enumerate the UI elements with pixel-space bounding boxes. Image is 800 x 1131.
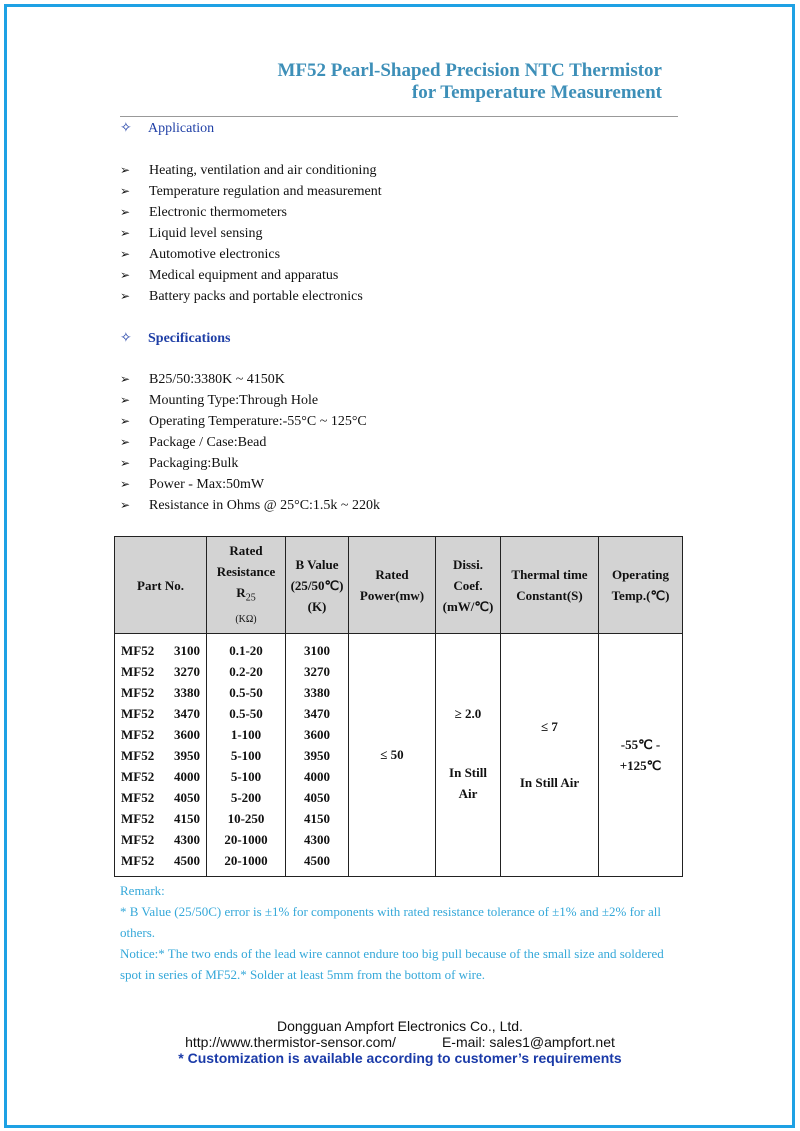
list-item-text: Package / Case:Bead — [149, 435, 267, 450]
title-line-2: for Temperature Measurement — [411, 82, 662, 103]
resistance-value: 5-200 — [230, 789, 262, 805]
specifications-heading: ✧ Specifications — [120, 331, 231, 346]
list-item-text: Mounting Type:Through Hole — [149, 393, 319, 408]
resistance-value: 10-250 — [227, 810, 265, 826]
b-value: 4000 — [304, 768, 330, 784]
list-item-text: Heating, ventilation and air conditioning — [149, 163, 377, 178]
list-item-text: Packaging:Bulk — [149, 456, 239, 471]
header-divider — [120, 116, 678, 117]
resistance-value: 0.2-20 — [229, 663, 263, 679]
dissipation-cell: ≥ 2.0 In Still Air — [436, 634, 501, 877]
arrow-bullet-icon: ➢ — [120, 205, 131, 219]
thermal-time-cell: ≤ 7 In Still Air — [501, 634, 599, 877]
list-item-text: Power - Max:50mW — [149, 477, 265, 492]
remark-label: Remark: — [120, 883, 165, 898]
part-code: 4500 — [174, 852, 200, 868]
list-item — [120, 286, 382, 307]
part-number — [115, 787, 206, 808]
arrow-bullet-icon: ➢ — [120, 268, 131, 282]
resistance-value: 20-1000 — [224, 852, 268, 868]
part-number — [115, 640, 206, 661]
specifications-list — [120, 369, 380, 516]
part-code: 3100 — [174, 642, 200, 658]
application-heading: ✧ Application — [120, 121, 215, 136]
b-value: 4300 — [304, 831, 330, 847]
arrow-bullet-icon: ➢ — [120, 435, 131, 449]
list-item-text: Automotive electronics — [149, 247, 281, 262]
list-item — [120, 160, 382, 181]
part-number — [115, 829, 206, 850]
part-code: 3270 — [174, 663, 200, 679]
remark-notice: Notice:* The two ends of the lead wire cannot endure too big pull because of the small size and soldered spot in series of MF52.* Solder at least 5mm from the bottom of wire. — [120, 946, 664, 982]
part-code: 4000 — [174, 768, 200, 784]
list-item — [120, 181, 382, 202]
resistance-value: 5-100 — [230, 747, 262, 763]
arrow-bullet-icon: ➢ — [120, 393, 131, 407]
part-prefix: MF52 — [121, 663, 155, 679]
list-item — [120, 244, 382, 265]
resistance-value: 5-100 — [230, 768, 262, 784]
arrow-bullet-icon: ➢ — [120, 498, 131, 512]
list-item-text: Liquid level sensing — [149, 226, 263, 241]
contact-line — [0, 1034, 800, 1050]
part-prefix: MF52 — [121, 684, 155, 700]
part-prefix: MF52 — [121, 852, 155, 868]
part-code: 4150 — [174, 810, 200, 826]
list-item-text: Temperature regulation and measurement — [149, 184, 382, 199]
part-prefix: MF52 — [121, 831, 155, 847]
part-prefix: MF52 — [121, 642, 155, 658]
operating-temp-cell: -55℃ - +125℃ — [599, 634, 683, 877]
part-prefix: MF52 — [121, 747, 155, 763]
list-item — [120, 223, 382, 244]
email-link[interactable]: E-mail: sales1@ampfort.net — [441, 1034, 615, 1050]
list-item-text: Electronic thermometers — [149, 205, 287, 220]
header-rated-power: Rated Power(mw) — [349, 537, 436, 634]
list-item — [120, 369, 380, 390]
arrow-bullet-icon: ➢ — [120, 163, 131, 177]
b-value: 4500 — [304, 852, 330, 868]
arrow-bullet-icon: ➢ — [120, 456, 131, 470]
arrow-bullet-icon: ➢ — [120, 247, 131, 261]
arrow-bullet-icon: ➢ — [120, 414, 131, 428]
header-dissipation: Dissi. Coef. (mW/℃) — [436, 537, 501, 634]
part-code: 3600 — [174, 726, 200, 742]
header-rated-resistance: Rated Resistance $R_{25}$ (KΩ) — [207, 537, 286, 634]
customization-note: * Customization is available according to customer’s requirements — [178, 1050, 622, 1066]
list-item — [120, 202, 382, 223]
part-code: 4300 — [174, 831, 200, 847]
list-item-text: Medical equipment and apparatus — [149, 268, 339, 283]
b-value: 3100 — [304, 642, 330, 658]
part-prefix: MF52 — [121, 789, 155, 805]
part-number — [115, 724, 206, 745]
resistance-value: 0.5-50 — [229, 705, 263, 721]
part-prefix: MF52 — [121, 705, 155, 721]
part-code: 3470 — [174, 705, 200, 721]
list-item — [120, 453, 380, 474]
arrow-bullet-icon: ➢ — [120, 226, 131, 240]
resistance-value: 20-1000 — [224, 831, 268, 847]
b-value: 3270 — [304, 663, 330, 679]
list-item-text: Battery packs and portable electronics — [149, 289, 363, 304]
application-list — [120, 160, 382, 307]
arrow-bullet-icon: ➢ — [120, 289, 131, 303]
b-value: 3950 — [304, 747, 330, 763]
b-value: 3380 — [304, 684, 330, 700]
diamond-star-icon: ✧ — [120, 121, 132, 136]
part-number — [115, 682, 206, 703]
list-item — [120, 390, 380, 411]
resistance-value: 0.1-20 — [229, 642, 263, 658]
b-value: 4150 — [304, 810, 330, 826]
header-operating-temp: Operating Temp.(℃) — [599, 537, 683, 634]
part-number — [115, 661, 206, 682]
title-line-1: MF52 Pearl-Shaped Precision NTC Thermistor — [277, 60, 662, 81]
arrow-bullet-icon: ➢ — [120, 372, 131, 386]
b-value: 4050 — [304, 789, 330, 805]
resistance-value: 0.5-50 — [229, 684, 263, 700]
part-number — [115, 850, 206, 871]
arrow-bullet-icon: ➢ — [120, 477, 131, 491]
diamond-star-icon: ✧ — [120, 331, 132, 346]
part-prefix: MF52 — [121, 768, 155, 784]
company-name: Dongguan Ampfort Electronics Co., Ltd. — [277, 1018, 523, 1034]
list-item — [120, 495, 380, 516]
list-item-text: Resistance in Ohms @ 25°C:1.5k ~ 220k — [149, 498, 380, 513]
spec-table — [114, 536, 683, 877]
b-value: 3470 — [304, 705, 330, 721]
part-number-cell — [115, 634, 207, 877]
part-code: 3950 — [174, 747, 200, 763]
part-number — [115, 766, 206, 787]
resistance-cell — [207, 634, 286, 877]
part-code: 3380 — [174, 684, 200, 700]
part-prefix: MF52 — [121, 810, 155, 826]
list-item — [120, 432, 380, 453]
resistance-value: 1-100 — [230, 726, 262, 742]
arrow-bullet-icon: ➢ — [120, 184, 131, 198]
header-b-value: B Value (25/50℃) (K) — [286, 537, 349, 634]
website-link[interactable]: http://www.thermistor-sensor.com/ — [185, 1034, 396, 1050]
part-code: 4050 — [174, 789, 200, 805]
part-number — [115, 808, 206, 829]
list-item-text: Operating Temperature:-55°C ~ 125°C — [149, 414, 367, 429]
header-thermal-time: Thermal time Constant(S) — [501, 537, 599, 634]
list-item — [120, 265, 382, 286]
remark-b-value: * B Value (25/50C) error is ±1% for components with rated resistance tolerance of ±1% and ±2% for all others. — [120, 904, 662, 940]
b-value-cell — [286, 634, 349, 877]
list-item-text: B25/50:3380K ~ 4150K — [149, 372, 285, 387]
remarks — [120, 880, 680, 985]
list-item — [120, 411, 380, 432]
rated-power-cell: ≤ 50 — [349, 634, 436, 877]
part-number — [115, 745, 206, 766]
b-value: 3600 — [304, 726, 330, 742]
page-title — [277, 60, 662, 104]
part-number — [115, 703, 206, 724]
part-prefix: MF52 — [121, 726, 155, 742]
list-item — [120, 474, 380, 495]
header-part-no: Part No. — [115, 537, 207, 634]
